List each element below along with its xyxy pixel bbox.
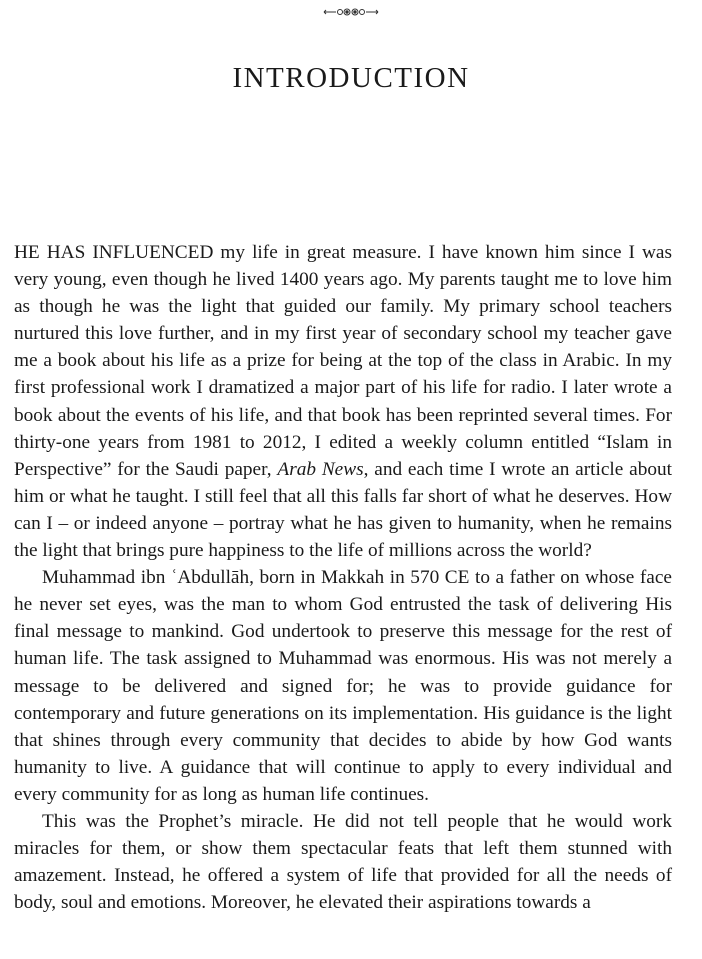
lead-in-text: HE HAS INFLUENCED (14, 242, 214, 263)
publication-name: Arab News (277, 458, 364, 480)
paragraph-1 (14, 239, 672, 564)
paragraph-2: Muhammad ibn ʿAbdullāh, born in Makkah in 570 CE to a father on whose face he never set eyes, was the man to whom God entrusted the task of delivering His final message to mankind. God undertook to preserve this message for the rest of human life. The task assigned to Muhammad was enormous. His was not merely a message to be delivered and signed for; he was to provide guidance for contemporary and future generations on its implementation. His guidance is the light that shines through every community that decides to abide by how God wants humanity to live. A guidance that will continue to apply to every individual and every community for as long as human life continues. (14, 567, 672, 805)
paragraph-1-text-after: , and each time I wrote an article about him or what he taught. I still feel that all this falls far short of what he deserves. How can I – or indeed anyone – portray what he has given to humanity, when he remains the light that brings pure happiness to the life of millions across the world? (14, 458, 673, 562)
paragraph-1-text-before: my life in great measure. I have known him since I was very young, even though he lived 1400 years ago. My parents taught me to love him as though he was the light that guided our family. My primary school teachers nurtured this love further, and in my first year of secondary school my teacher gave me a book about his life as a prize for being at the top of the class in Arabic. In my first professional work I dramatized a major part of his life for radio. I later wrote a book about the events of his life, and that book has been reprinted several times. For thirty-one years from 1981 to 2012, I edited a weekly column entitled “Islam in Perspective” for the Saudi paper, (14, 242, 672, 480)
paragraph-3: This was the Prophet’s miracle. He did not tell people that he would work miracles for them, or show them spectacular feats that left them stunned with amazement. Instead, he offered a system of life that provided for all the needs of body, soul and emotions. Moreover, he elevated their aspirations towards a (14, 810, 672, 914)
chapter-title: INTRODUCTION (232, 62, 470, 94)
scroll-ornament-icon (321, 5, 381, 19)
body-text (14, 239, 672, 916)
header-ornament (0, 5, 702, 19)
